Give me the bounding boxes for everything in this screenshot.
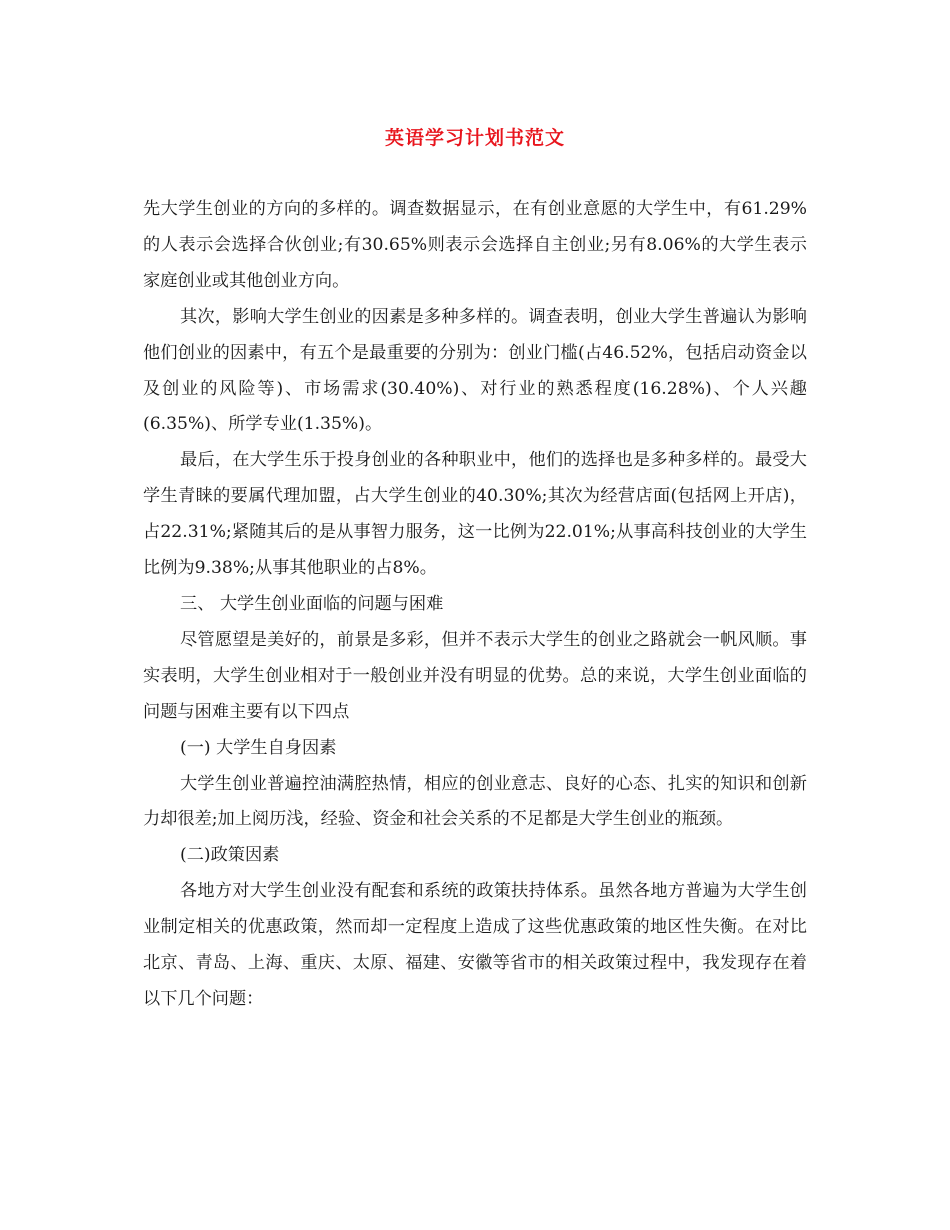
paragraph-policy-factors: 各地方对大学生创业没有配套和系统的政策扶持体系。虽然各地方普遍为大学生创业制定相关的优惠政策，然而却一定程度上造成了这些优惠政策的地区性失衡。在对比北京、青岛、上海、重庆、太原、福建、安徽等省市的相关政策过程中，我发现存在着以下几个问题：	[143, 881, 807, 1009]
paragraph-startup-directions: 先大学生创业的方向的多样的。调查数据显示，在有创业意愿的大学生中，有61.29%的人表示会选择合伙创业;有30.65%则表示会选择自主创业;另有8.06%的大学生表示家庭创业或其他创业方向。	[143, 199, 807, 291]
subheading-personal-factors: (一) 大学生自身因素	[180, 737, 337, 758]
section-heading-problems: 三、 大学生创业面临的问题与困难	[180, 593, 444, 614]
paragraph-startup-occupations: 最后，在大学生乐于投身创业的各种职业中，他们的选择也是多种多样的。最受大学生青睐的要属代理加盟，占大学生创业的40.30%;其次为经营店面(包括网上开店)，占22.31%;紧随其后的是从事智力服务，这一比例为22.01%;从事高科技创业的大学生比例为9.38%;从事其他职业的占8%。	[143, 450, 807, 579]
subheading-policy-factors: (二)政策因素	[180, 845, 280, 866]
document-body	[143, 192, 807, 1018]
paragraph-personal-factors: 大学生创业普遍控油满腔热情，相应的创业意志、良好的心态、扎实的知识和创新力却很差;加上阅历浅，经验、资金和社会关系的不足都是大学生创业的瓶颈。	[143, 773, 807, 830]
paragraph-startup-factors: 其次，影响大学生创业的因素是多种多样的。调查表明，创业大学生普遍认为影响他们创业的因素中，有五个是最重要的分别为：创业门槛(占46.52%，包括启动资金以及创业的风险等)、市场需求(30.40%)、对行业的熟悉程度(16.28%)、个人兴趣(6.35%)、所学专业(1.35%)。	[143, 306, 807, 435]
document-title: 英语学习计划书范文	[384, 127, 565, 149]
paragraph-problems-intro: 尽管愿望是美好的，前景是多彩，但并不表示大学生的创业之路就会一帆风顺。事实表明，大学生创业相对于一般创业并没有明显的优势。总的来说，大学生创业面临的问题与困难主要有以下四点	[143, 629, 807, 722]
